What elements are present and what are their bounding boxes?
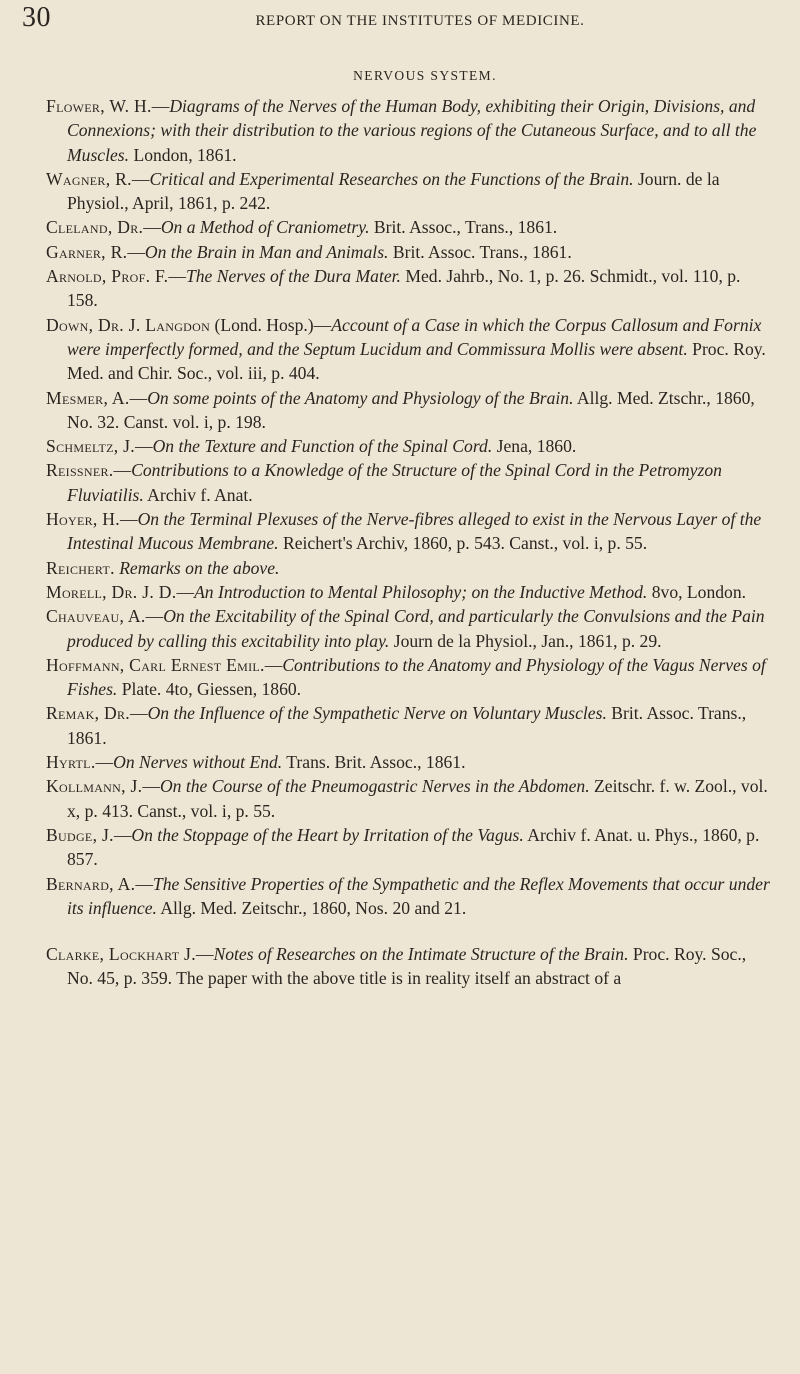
bibliography-entry bbox=[46, 556, 774, 580]
entry-separator: — bbox=[176, 581, 195, 602]
bibliography-entry bbox=[46, 774, 774, 823]
entry-title: The Nerves of the Dura Mater. bbox=[185, 266, 401, 287]
entry-title: On the Excitability of the Spinal Cord, and particularly the Convulsions and the Pain produced by calling this excitability into play. bbox=[67, 606, 765, 651]
bibliography-entry bbox=[46, 942, 774, 991]
entry-separator: — bbox=[142, 776, 160, 797]
entry-separator: — bbox=[113, 460, 132, 481]
entry-author: Cleland, Dr. bbox=[46, 217, 144, 238]
section-title: NERVOUS SYSTEM. bbox=[353, 68, 497, 83]
entry-publication: Journ. de la Physiol., April, 1861, p. 242. bbox=[67, 168, 720, 214]
entry-publication: Archiv f. Anat. u. Phys., 1860, p. 857. bbox=[67, 824, 760, 870]
entry-title: The Sensitive Properties of the Sympathetic and the Reflex Movements that occur under its influence. bbox=[67, 873, 770, 918]
entry-publication: Brit. Assoc., Trans., 1861. bbox=[369, 217, 558, 238]
entry-publication: 8vo, London. bbox=[647, 581, 747, 602]
entry-separator: — bbox=[195, 944, 214, 965]
entry-author: Down, Dr. J. Langdon bbox=[46, 314, 211, 335]
entry-title: On the Stoppage of the Heart by Irritation of the Vagus. bbox=[131, 824, 524, 845]
entry-publication: Med. Jahrb., No. 1, p. 26. Schmidt., vol. 110, p. 158. bbox=[67, 266, 741, 311]
entry-title: Notes of Researches on the Intimate Structure of the Brain. bbox=[213, 944, 629, 965]
entry-title: Account of a Case in which the Corpus Callosum and Fornix were imperfectly formed, and the Septum Lucidum and Commissura Mollis were absent. bbox=[67, 314, 762, 359]
bibliography-entry bbox=[46, 240, 774, 264]
bibliography-entry bbox=[46, 580, 774, 604]
entry-separator: — bbox=[135, 873, 153, 894]
bibliography-entry bbox=[46, 750, 774, 774]
entry-author: Clarke, Lockhart J. bbox=[46, 944, 196, 965]
entry-author: Bernard, A. bbox=[46, 873, 136, 894]
entry-separator: (Lond. Hosp.)— bbox=[210, 314, 332, 335]
entry-publication: Allg. Med. Zeitschr., 1860, Nos. 20 and 21. bbox=[156, 897, 467, 918]
entry-separator: — bbox=[95, 752, 114, 773]
entry-author: Hyrtl. bbox=[46, 752, 96, 773]
entry-publication: Zeitschr. f. w. Zool., vol. x, p. 413. Canst., vol. i, p. 55. bbox=[67, 776, 768, 821]
entry-separator: — bbox=[127, 241, 145, 262]
entry-title: Critical and Experimental Researches on the Functions of the Brain. bbox=[149, 168, 634, 189]
entry-separator: — bbox=[168, 266, 186, 287]
bibliography-entry bbox=[46, 823, 774, 872]
entry-separator: — bbox=[129, 703, 148, 724]
running-head: REPORT ON THE INSTITUTES OF MEDICINE. bbox=[255, 13, 585, 29]
entry-author: Reichert. bbox=[46, 557, 115, 578]
entry-publication: Reichert's Archiv, 1860, p. 543. Canst., vol. i, p. 55. bbox=[278, 533, 648, 554]
entry-author: Chauveau, A. bbox=[46, 606, 146, 627]
entry-publication: Brit. Assoc. Trans., 1861. bbox=[67, 703, 747, 748]
entry-separator: — bbox=[264, 654, 283, 675]
entry-separator: — bbox=[143, 217, 161, 238]
bibliography-entry bbox=[46, 215, 774, 239]
entry-author: Reissner. bbox=[46, 460, 114, 481]
entry-author: Kollmann, J. bbox=[46, 776, 143, 797]
bibliography-entry bbox=[46, 434, 774, 458]
entry-title: On a Method of Craniometry. bbox=[160, 217, 370, 238]
entry-author: Hoffmann, Carl Ernest Emil. bbox=[46, 654, 265, 675]
entry-author: Morell, Dr. J. D. bbox=[46, 581, 177, 602]
entry-publication: Trans. Brit. Assoc., 1861. bbox=[282, 752, 466, 773]
entry-publication: London, 1861. bbox=[129, 144, 237, 165]
entry-author: Budge, J. bbox=[46, 824, 114, 845]
entry-publication: Proc. Roy. Soc., No. 45, p. 359. The paper with the above title is in reality itself an abstract of a bbox=[67, 944, 747, 989]
bibliography-entry bbox=[46, 458, 774, 507]
entry-publication: Archiv f. Anat. bbox=[143, 484, 253, 505]
entry-author: Hoyer, H. bbox=[46, 509, 120, 530]
entry-publication: Brit. Assoc. Trans., 1861. bbox=[388, 241, 572, 262]
bibliography-entry bbox=[46, 872, 774, 921]
entry-title: On the Influence of the Sympathetic Nerve on Voluntary Muscles. bbox=[147, 703, 607, 724]
entry-publication: Proc. Roy. Med. and Chir. Soc., vol. iii, p. 404. bbox=[67, 338, 766, 384]
entry-publication: Plate. 4to, Giessen, 1860. bbox=[117, 679, 302, 700]
entry-title: Contributions to a Knowledge of the Structure of the Spinal Cord in the Petromyzon Fluviatilis. bbox=[67, 460, 722, 505]
entry-title: Contributions to the Anatomy and Physiology of the Vagus Nerves of Fishes. bbox=[67, 654, 766, 700]
bibliography-entry bbox=[46, 386, 774, 435]
bibliography-entry bbox=[46, 264, 774, 313]
bibliography-entry bbox=[46, 94, 774, 167]
entry-author: Flower, W. H. bbox=[46, 96, 152, 116]
bibliography-entry bbox=[46, 653, 774, 702]
entry-author: Arnold, Prof. F. bbox=[46, 266, 169, 287]
entry-title: On the Course of the Pneumogastric Nerves in the Abdomen. bbox=[159, 776, 590, 797]
entry-separator: — bbox=[151, 96, 170, 116]
entry-separator: — bbox=[119, 509, 138, 530]
entry-title: Remarks on the above. bbox=[119, 557, 280, 578]
bibliography-entry bbox=[46, 701, 774, 750]
entry-title: An Introduction to Mental Philosophy; on the Inductive Method. bbox=[194, 581, 648, 602]
entry-author: Schmeltz, J. bbox=[46, 436, 135, 457]
bibliography-entry bbox=[46, 604, 774, 653]
bibliography-list bbox=[46, 94, 774, 991]
entry-publication: Jena, 1860. bbox=[492, 436, 577, 457]
entry-separator: — bbox=[135, 436, 153, 457]
entry-title: On the Terminal Plexuses of the Nerve-fibres alleged to exist in the Nervous Layer of the Intestinal Mucous Membrane. bbox=[67, 509, 762, 554]
entry-separator: — bbox=[129, 387, 148, 408]
entry-title: On Nerves without End. bbox=[113, 752, 283, 773]
entry-author: Garner, R. bbox=[46, 241, 128, 262]
entry-separator: — bbox=[113, 824, 132, 845]
entry-title: On the Texture and Function of the Spinal Cord. bbox=[152, 436, 493, 457]
entry-title: On some points of the Anatomy and Physiology of the Brain. bbox=[147, 387, 574, 408]
entry-author: Remak, Dr. bbox=[46, 703, 130, 724]
entry-separator: — bbox=[145, 606, 164, 627]
entry-separator: — bbox=[131, 168, 150, 189]
page-number: 30 bbox=[22, 2, 51, 33]
entry-title: Diagrams of the Nerves of the Human Body, exhibiting their Origin, Divisions, and Connexions; with their distribution to the various regions of the Cutaneous Surface, and to all the Muscles. bbox=[67, 96, 757, 165]
bibliography-entry bbox=[46, 313, 774, 386]
bibliography-entry bbox=[46, 507, 774, 556]
entry-title: On the Brain in Man and Animals. bbox=[144, 241, 389, 262]
entry-publication: Allg. Med. Ztschr., 1860, No. 32. Canst. vol. i, p. 198. bbox=[67, 387, 755, 432]
bibliography-entry bbox=[46, 167, 774, 216]
entry-publication: Journ de la Physiol., Jan., 1861, p. 29. bbox=[389, 630, 662, 651]
entry-author: Wagner, R. bbox=[46, 168, 132, 189]
entry-author: Mesmer, A. bbox=[46, 387, 130, 408]
